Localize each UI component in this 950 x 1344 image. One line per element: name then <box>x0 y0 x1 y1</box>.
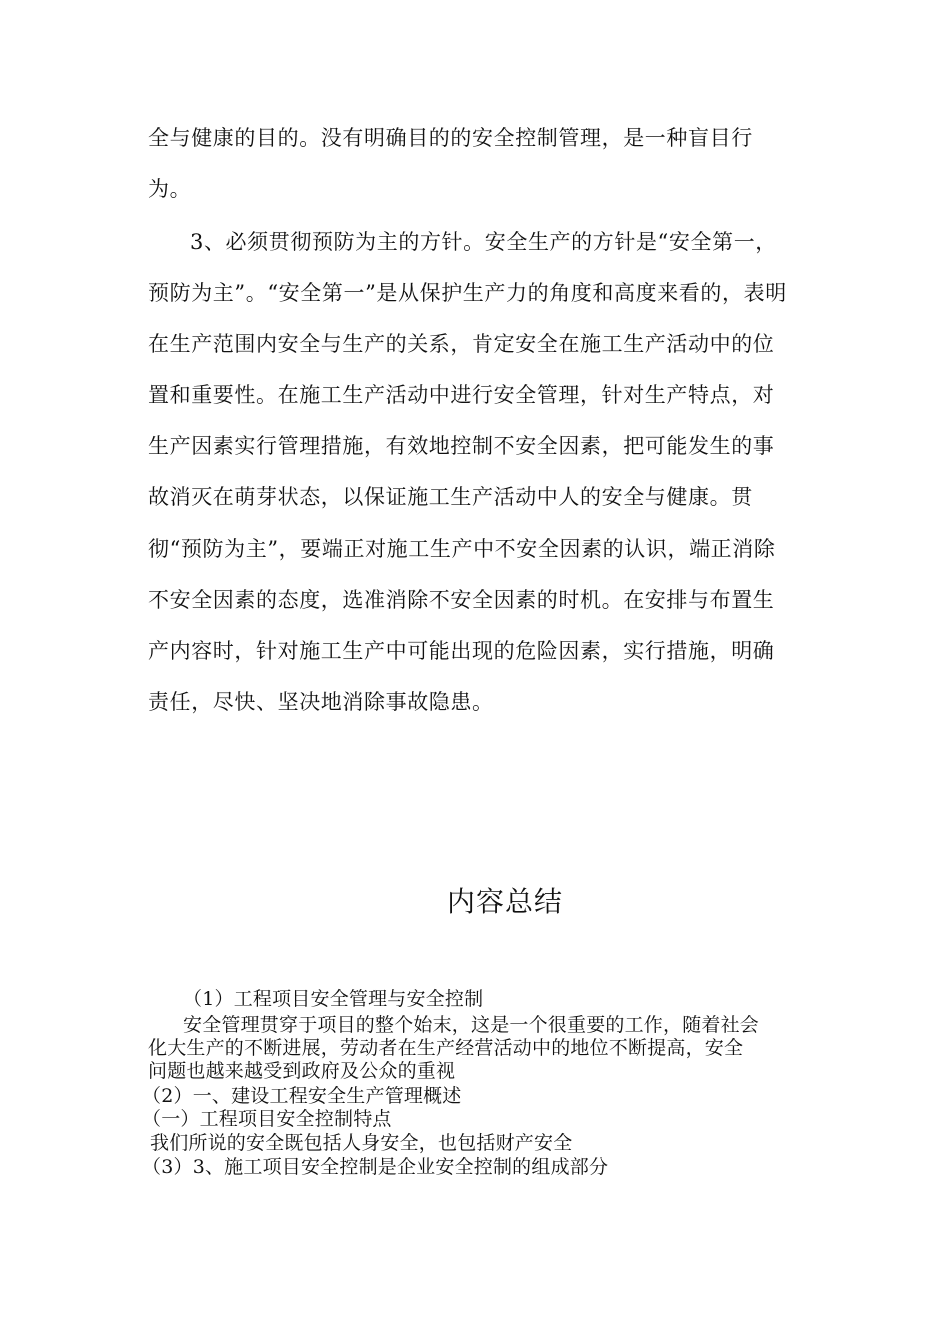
body-line: 全与健康的目的。没有明确目的的安全控制管理，是一种盲目行 <box>148 126 753 150</box>
summary-line: 问题也越来越受到政府及公众的重视 <box>148 1060 456 1082</box>
body-line: 预防为主”。“安全第一”是从保护生产力的角度和高度来看的，表明 <box>148 281 787 305</box>
summary-line: （1）工程项目安全管理与安全控制 <box>183 988 484 1010</box>
summary-line: （3）3、施工项目安全控制是企业安全控制的组成部分 <box>142 1156 609 1178</box>
summary-line: 化大生产的不断进展，劳动者在生产经营活动中的地位不断提高，安全 <box>148 1037 744 1059</box>
summary-line: 我们所说的安全既包括人身安全，也包括财产安全 <box>150 1132 573 1154</box>
summary-line: （2）一、建设工程安全生产管理概述 <box>142 1085 462 1107</box>
body-line: 3、必须贯彻预防为主的方针。安全生产的方针是“安全第一， <box>190 230 777 254</box>
summary-line: 安全管理贯穿于项目的整个始末，这是一个很重要的工作，随着社会 <box>183 1014 760 1036</box>
body-line: 生产因素实行管理措施，有效地控制不安全因素，把可能发生的事 <box>148 434 775 458</box>
summary-title: 内容总结 <box>446 885 563 918</box>
body-line: 责任，尽快、坚决地消除事故隐患。 <box>148 690 494 714</box>
body-line: 彻“预防为主”，要端正对施工生产中不安全因素的认识，端正消除 <box>148 537 776 561</box>
summary-line: （一）工程项目安全控制特点 <box>142 1108 392 1130</box>
body-line: 在生产范围内安全与生产的关系，肯定安全在施工生产活动中的位 <box>148 332 775 356</box>
body-line: 不安全因素的态度，选准消除不安全因素的时机。在安排与布置生 <box>148 588 775 612</box>
body-line: 故消灭在萌芽状态，以保证施工生产活动中人的安全与健康。贯 <box>148 485 753 509</box>
body-line: 产内容时，针对施工生产中可能出现的危险因素，实行措施，明确 <box>148 639 775 663</box>
body-line: 为。 <box>148 177 192 201</box>
body-line: 置和重要性。在施工生产活动中进行安全管理，针对生产特点，对 <box>148 383 775 407</box>
